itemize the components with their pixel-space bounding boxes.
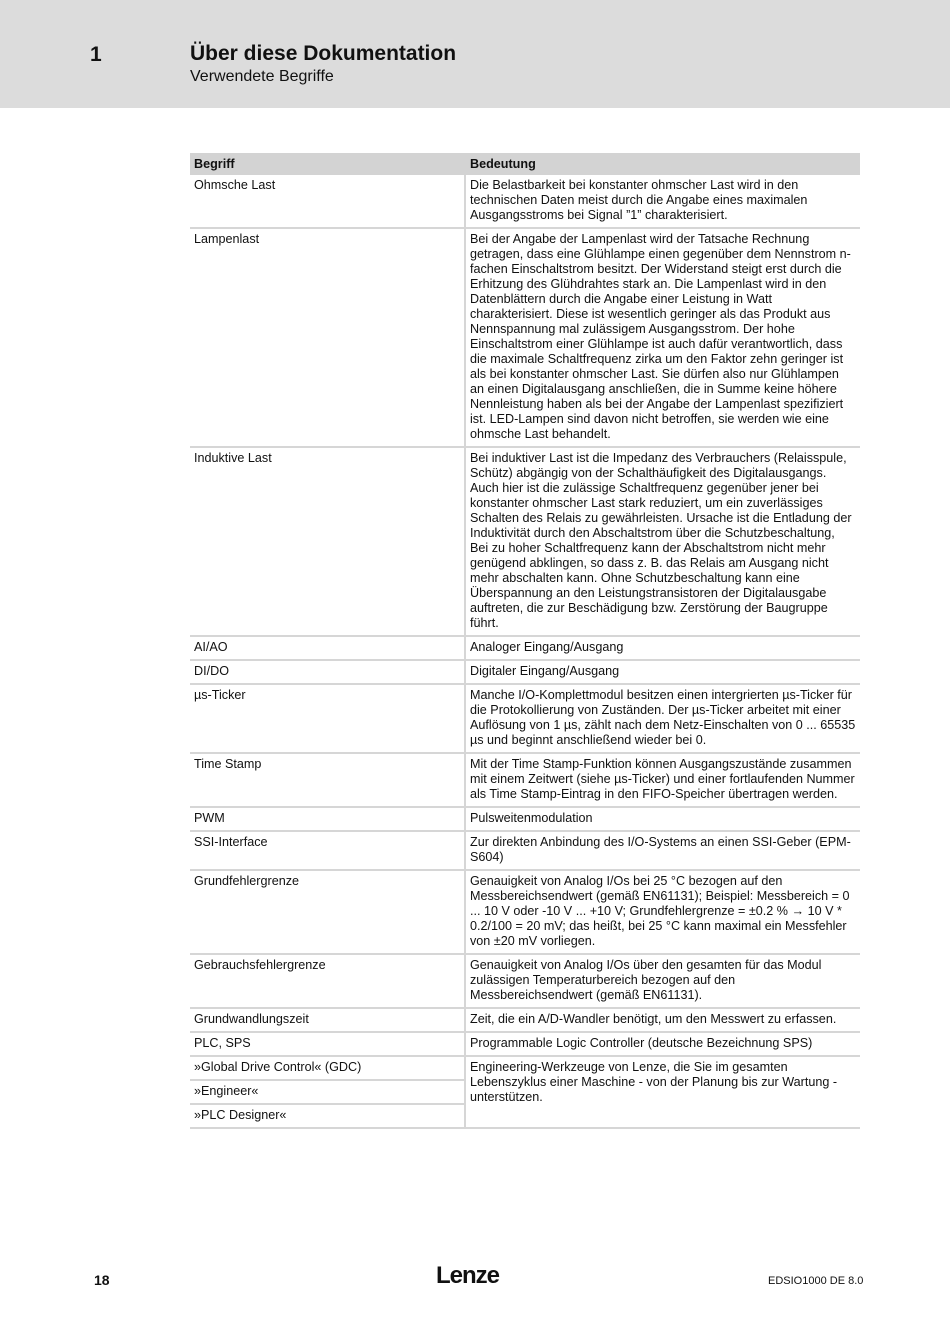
section-title: Verwendete Begriffe bbox=[190, 68, 334, 85]
table-row bbox=[190, 175, 860, 229]
chapter-header bbox=[0, 0, 950, 108]
term-cell: »PLC Designer« bbox=[190, 1105, 466, 1129]
term-cell: µs-Ticker bbox=[190, 685, 466, 754]
meaning-cell: Genauigkeit von Analog I/Os bei 25 °C bezogen auf den Messbereichsendwert (gemäß EN61131); Beispiel: Messbereich = 0 ... 10 V oder -10 V ... +10 V; Grundfehlergrenze = ±0.2 % → 10 V * 0.2/100 = 20 mV; das heißt, bei 25 °C kann maximal ein Messfehler von ±20 mV vorliegen. bbox=[466, 871, 860, 955]
table-row bbox=[190, 754, 860, 808]
table-row bbox=[190, 685, 860, 754]
table-row bbox=[190, 637, 860, 661]
chapter-number: 1 bbox=[90, 43, 102, 66]
table-row bbox=[190, 808, 860, 832]
table-row bbox=[190, 229, 860, 448]
meaning-cell: Manche I/O-Komplettmodul besitzen einen intergrierten µs-Ticker für die Protokollierung von Zuständen. Der µs-Ticker arbeitet mit einer Auflösung von 1 µs, zählt nach dem Netz-Einschalten von 0 ... 65535 µs und beginnt anschließend wieder bei 0. bbox=[466, 685, 860, 754]
meaning-cell: Programmable Logic Controller (deutsche Bezeichnung SPS) bbox=[466, 1033, 860, 1057]
term-cell: Ohmsche Last bbox=[190, 175, 466, 229]
chapter-title: Über diese Dokumentation bbox=[190, 42, 457, 65]
table-row bbox=[190, 871, 860, 955]
table-row bbox=[190, 1057, 860, 1081]
terms-body bbox=[190, 175, 860, 1129]
term-cell: »Engineer« bbox=[190, 1081, 466, 1105]
meaning-cell: Bei induktiver Last ist die Impedanz des Verbrauchers (Relaisspule, Schütz) abgängig von der Schalthäufigkeit des Digitalausgangs. Auch hier ist die zulässige Schaltfrequenz gegenüber jener bei konstanter ohmscher Last stark reduziert, um ein zuverlässiges Schalten des Relais zu gewährleisten. Ursache ist die Entladung der Induktivität durch den Abschaltstrom über die Schutzbeschaltung, Bei zu hoher Schaltfrequenz kann der Abschaltstrom nicht mehr genügend abklingen, so dass z. B. das Relais am Ausgang nicht mehr abschalten kann. Ohne Schutzbeschaltung kann eine Überspannung an den Leistungstransistoren der Digitalausgabe auftreten, die zur Beschädigung bzw. Zerstörung der Baugruppe führt. bbox=[466, 448, 860, 637]
term-cell: PLC, SPS bbox=[190, 1033, 466, 1057]
table-row bbox=[190, 832, 860, 871]
lenze-logo: Lenze bbox=[436, 1262, 500, 1289]
term-cell: PWM bbox=[190, 808, 466, 832]
term-cell: Induktive Last bbox=[190, 448, 466, 637]
term-cell: Grundwandlungszeit bbox=[190, 1009, 466, 1033]
term-cell: »Global Drive Control« (GDC) bbox=[190, 1057, 466, 1081]
term-cell: SSI-Interface bbox=[190, 832, 466, 871]
terms-table bbox=[190, 153, 860, 1129]
meaning-cell: Bei der Angabe der Lampenlast wird der Tatsache Rechnung getragen, dass eine Glühlampe einen gegenüber dem Nennstrom n-fachen Einschaltstrom besitzt. Der Widerstand steigt erst durch die Erhitzung des Glühdrahtes stark an. Die Lampenlast wird in den Datenblättern durch die Angabe einer Leistung in Watt charakterisiert. Diese ist wesentlich geringer als das Produkt aus Nennspannung mal zulässigem Ausgangsstrom. Der hohe Einschaltstrom einer Glühlampe ist auch dafür verantwortlich, dass die maximale Schaltfrequenz zirka um den Faktor zehn geringer ist als bei konstanter ohmscher Last. Sie dürfen also nur Glühlampen an einen Digitalausgang anschließen, die in Summe keine höhere Nennleistung haben als bei der Angabe der Lampenlast spezifiziert ist. LED-Lampen sind davon nicht betroffen, sie werden wie eine ohmsche Last behandelt. bbox=[466, 229, 860, 448]
meaning-cell: Analoger Eingang/Ausgang bbox=[466, 637, 860, 661]
table-row bbox=[190, 1033, 860, 1057]
column-header-meaning: Bedeutung bbox=[466, 153, 860, 175]
column-header-term: Begriff bbox=[190, 153, 466, 175]
meaning-cell: Die Belastbarkeit bei konstanter ohmscher Last wird in den technischen Daten meist durch die Angabe eines maximalen Ausgangsstroms bei Signal ”1” charakterisiert. bbox=[466, 175, 860, 229]
term-cell: DI/DO bbox=[190, 661, 466, 685]
meaning-cell: Engineering-Werkzeuge von Lenze, die Sie im gesamten Lebenszyklus einer Maschine - von der Planung bis zur Wartung - unterstützen. bbox=[466, 1057, 860, 1129]
term-cell: Lampenlast bbox=[190, 229, 466, 448]
term-cell: Gebrauchsfehlergrenze bbox=[190, 955, 466, 1009]
table-row bbox=[190, 661, 860, 685]
table-header-row bbox=[190, 153, 860, 175]
meaning-cell: Genauigkeit von Analog I/Os über den gesamten für das Modul zulässigen Temperaturbereich bezogen auf den Messbereichsendwert (gemäß EN61131). bbox=[466, 955, 860, 1009]
meaning-cell: Mit der Time Stamp-Funktion können Ausgangszustände zusammen mit einem Zeitwert (siehe µs-Ticker) und einer fortlaufenden Nummer als Time Stamp-Eintrag in den FIFO-Speicher übertragen werden. bbox=[466, 754, 860, 808]
table-row bbox=[190, 1009, 860, 1033]
meaning-cell: Pulsweitenmodulation bbox=[466, 808, 860, 832]
term-cell: AI/AO bbox=[190, 637, 466, 661]
table-row bbox=[190, 955, 860, 1009]
meaning-cell: Zeit, die ein A/D-Wandler benötigt, um den Messwert zu erfassen. bbox=[466, 1009, 860, 1033]
page-number: 18 bbox=[94, 1272, 110, 1288]
term-cell: Grundfehlergrenze bbox=[190, 871, 466, 955]
document-reference: EDSIO1000 DE 8.0 bbox=[768, 1275, 864, 1287]
term-cell: Time Stamp bbox=[190, 754, 466, 808]
meaning-cell: Digitaler Eingang/Ausgang bbox=[466, 661, 860, 685]
table-row bbox=[190, 448, 860, 637]
meaning-cell: Zur direkten Anbindung des I/O-Systems an einen SSI-Geber (EPM-S604) bbox=[466, 832, 860, 871]
